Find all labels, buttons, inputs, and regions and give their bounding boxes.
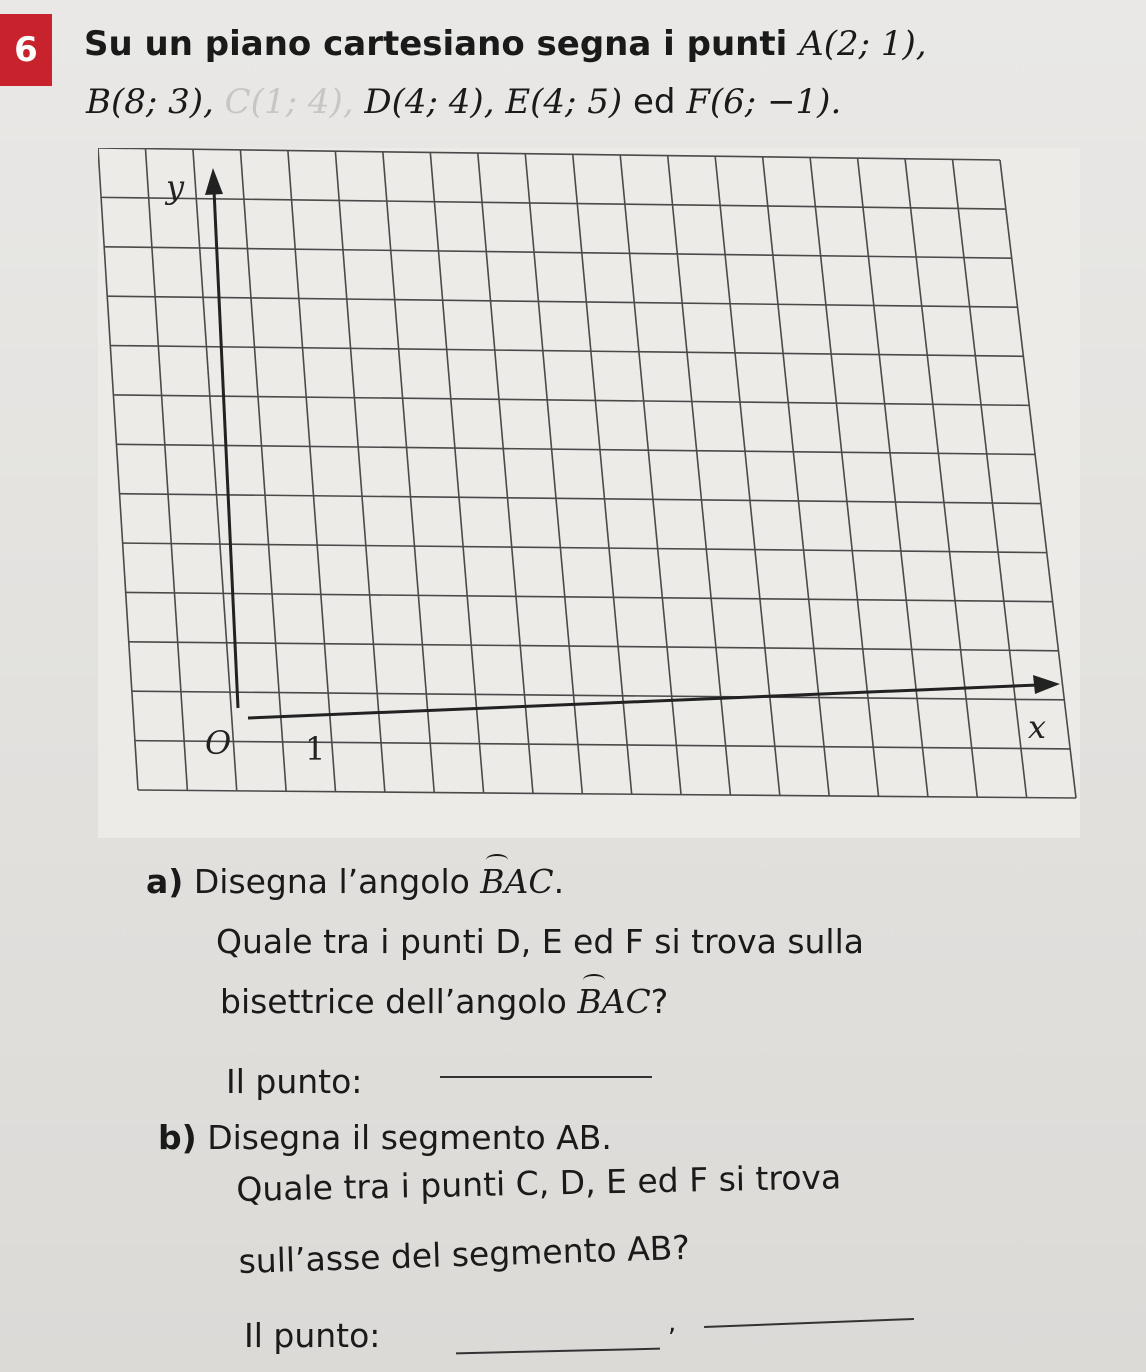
point-f: F(6; −1).	[686, 82, 842, 122]
part-b-line3: sull’asse del segmento AB?	[238, 1227, 691, 1281]
part-a-instruction: Disegna l’angolo	[193, 862, 481, 901]
part-a-line3	[220, 982, 668, 1021]
part-a-answer-line[interactable]	[440, 1076, 652, 1078]
part-b-line1	[158, 1118, 612, 1157]
point-a: A(2; 1),	[799, 24, 927, 64]
part-a-line3-end: ?	[650, 982, 669, 1021]
point-e: E(4; 5)	[505, 82, 623, 122]
part-b-instruction: Disegna il segmento AB.	[207, 1118, 612, 1157]
point-d: D(4; 4),	[364, 82, 495, 122]
part-a-line2: Quale tra i punti D, E ed F si trova sulla	[216, 922, 864, 961]
x-axis-label: x	[1028, 708, 1047, 746]
points-line	[86, 82, 841, 122]
y-axis-label: y	[166, 168, 185, 206]
part-a-label: a)	[146, 862, 184, 901]
part-a-line3-text: bisettrice dell’angolo	[220, 982, 578, 1021]
part-b-answer-line-2[interactable]	[704, 1318, 914, 1328]
part-b-answer-line-1[interactable]	[456, 1348, 660, 1355]
unit-label: 1	[305, 730, 326, 768]
angle-bac: BAC	[480, 862, 554, 901]
part-a-line1	[146, 862, 564, 901]
point-b: B(8; 3),	[86, 82, 214, 122]
grid-background	[98, 148, 1080, 838]
origin-label: O	[205, 724, 232, 762]
part-b-line2: Quale tra i punti C, D, E ed F si trova	[236, 1157, 842, 1209]
angle-bac-2: BAC	[577, 982, 651, 1021]
exercise-number-badge: 6	[0, 14, 52, 86]
part-a-answer-label: Il punto:	[226, 1062, 363, 1101]
part-b-label: b)	[158, 1118, 197, 1157]
exercise-intro-line	[84, 24, 927, 64]
grid-svg[interactable]	[98, 148, 1080, 838]
connector-ed: ed	[633, 82, 676, 122]
part-b-answer-label: Il punto:	[244, 1316, 381, 1355]
cartesian-grid[interactable]	[98, 148, 1080, 838]
part-a-line1-end: .	[553, 862, 565, 901]
part-b-separator: ,	[668, 1308, 677, 1338]
intro-text: Su un piano cartesiano segna i punti	[84, 24, 800, 64]
point-c: C(1; 4),	[224, 82, 354, 122]
